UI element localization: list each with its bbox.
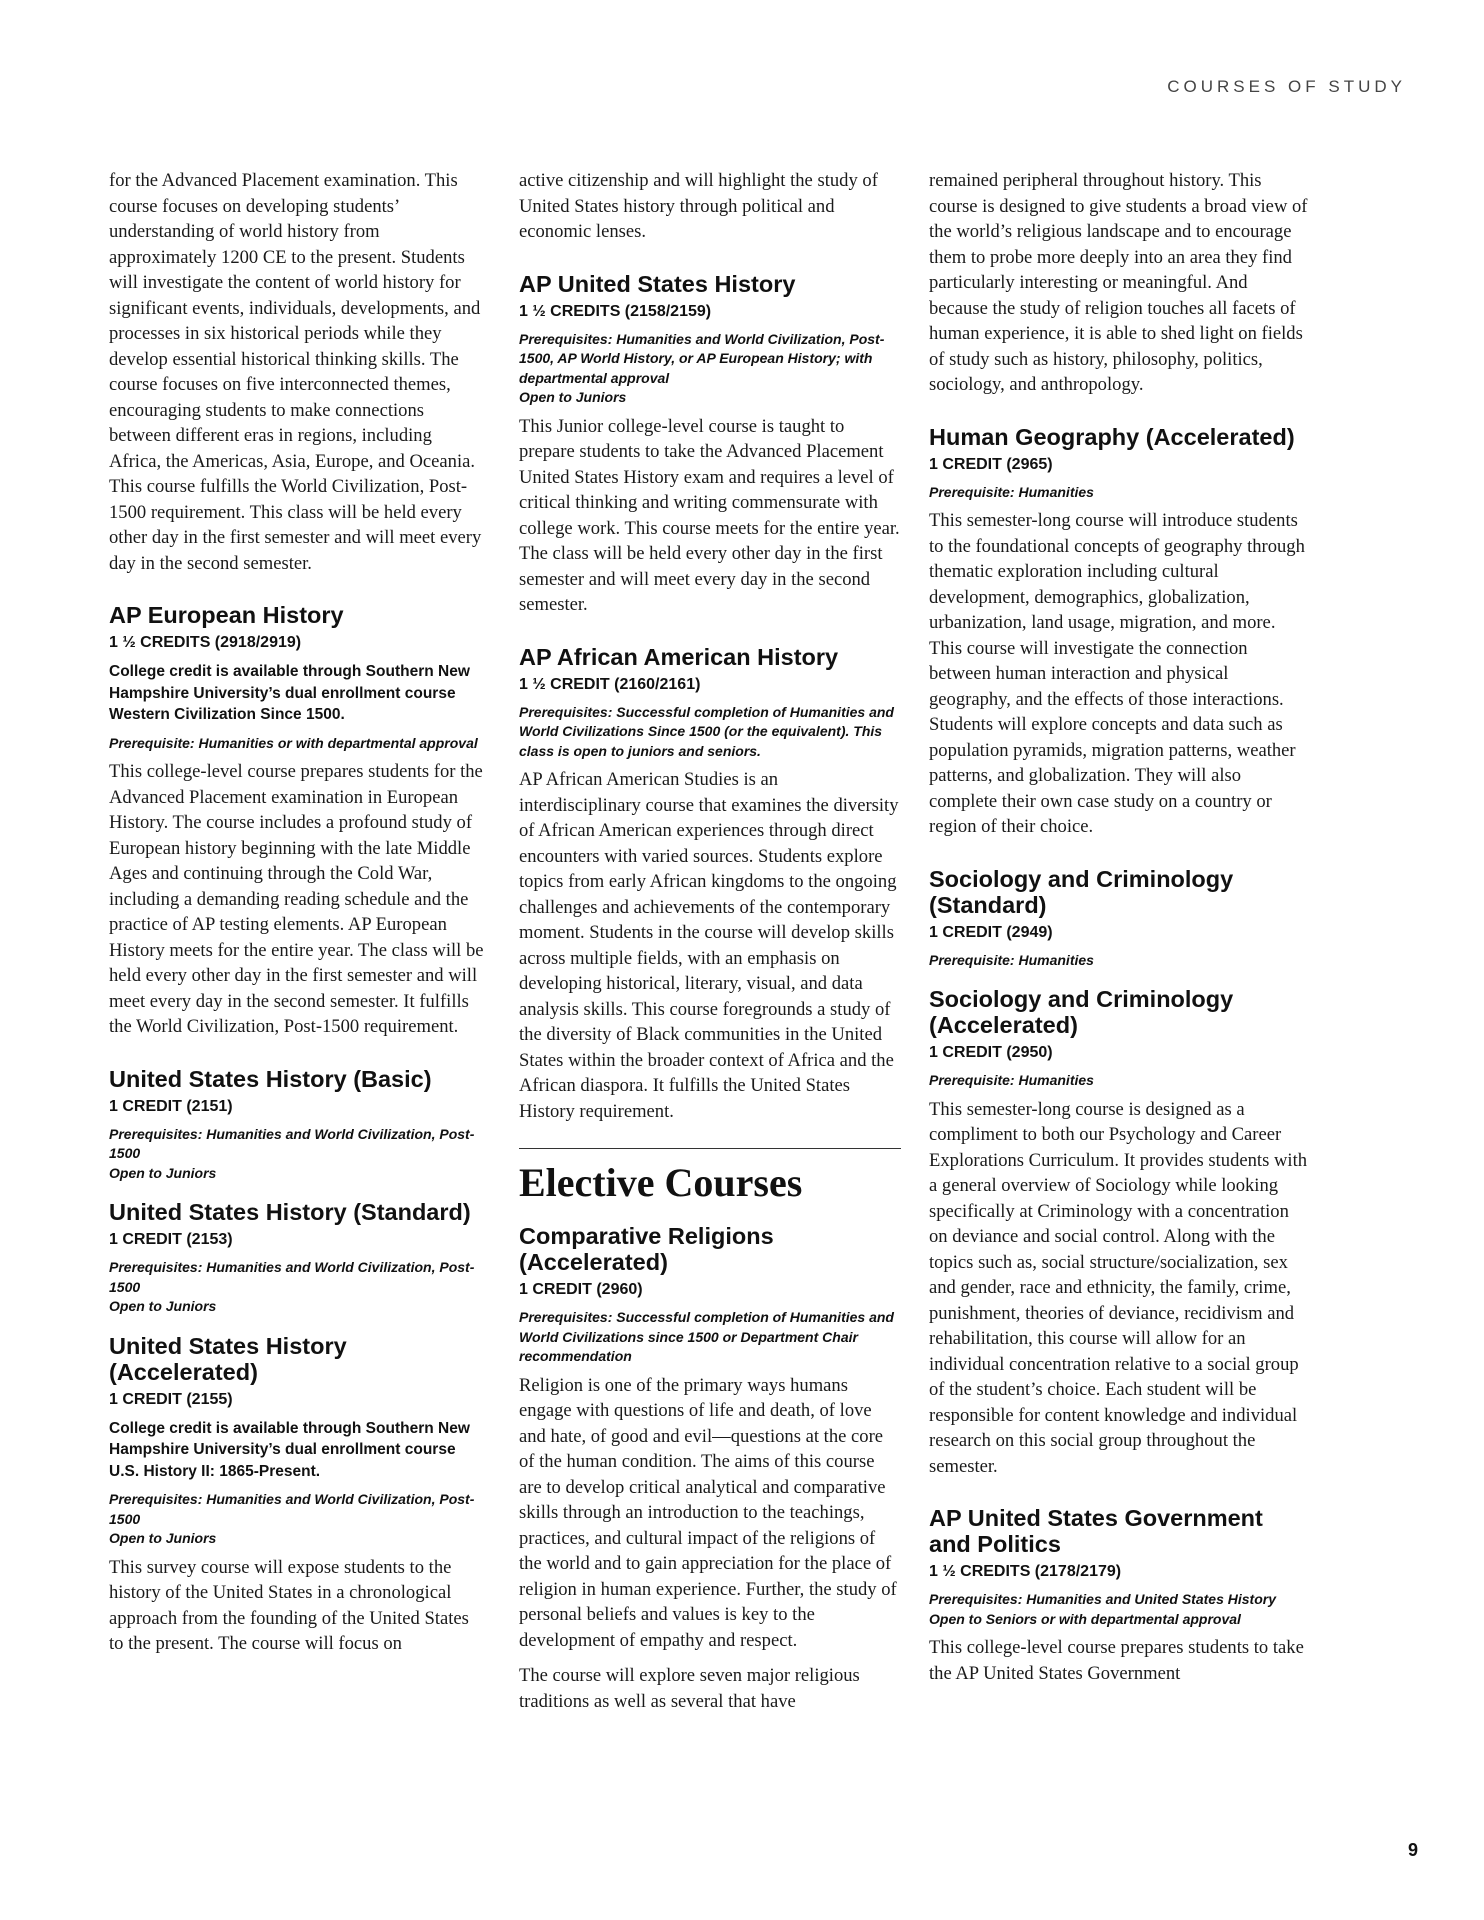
course-description: This semester-long course will introduce students to the foundational concepts of geography through thematic exploration including cultural development, demographics, globalization, urbanization, land usage, migration, and more. This course will investigate the connection between human interaction and physical geography, and the effects of those interactions. Students will explore concepts and data such as population pyramids, migration patterns, weather patterns, and globalization. They will also complete their own case study on a country or region of their choice. — [929, 510, 1305, 837]
course-prerequisite: Prerequisites: Humanities and World Civilization, Post-1500 — [109, 1125, 475, 1161]
course-credits: 1 CREDIT (2965) — [929, 455, 1053, 473]
course-title: United States History (Basic) — [109, 1065, 432, 1092]
course-ap-african-american-history — [519, 644, 901, 1125]
course-description: This semester-long course is designed as a compliment to both our Psychology and Career Explorations Curriculum. It provides students with a general overview of Sociology while looking specifically at Criminology with a concentration on deviance and social control. Along with the topics such as, social structure/socialization, sex and gender, race and ethnicity, the family, crime, punishment, theories of deviance, recidivism and rehabilitation, this course will allow for an individual concentration relative to a social group of the student’s choice. Each student will be responsible for content knowledge and individual research on this social group throughout the semester. — [929, 1098, 1308, 1477]
course-title: Sociology and Criminology (Accelerated) — [929, 986, 1234, 1038]
course-title: United States History (Standard) — [109, 1199, 471, 1225]
course-credits: 1 ½ CREDITS (2178/2179) — [929, 1563, 1122, 1580]
course-prerequisite: Prerequisite: Humanities — [929, 483, 1094, 500]
course-prerequisite: Prerequisites: Humanities and World Civilization, Post-1500 — [109, 1491, 475, 1527]
column-2 — [519, 168, 901, 1724]
course-description: Religion is one of the primary ways humans engage with questions of life and death, of love and hate, of good and evil—questions at the core of the human condition. The aims of this course are to develop critical analytical and comparative skills through an introduction to the teachings, practices, and cultural impact of the religions of the world and to gain appreciation for the place of religion in human experience. Further, the study of personal beliefs and values is key to the development of empathy and respect. — [519, 1374, 897, 1651]
course-eligibility: Open to Juniors — [519, 389, 627, 405]
course-eligibility: Open to Seniors or with departmental approval — [929, 1610, 1241, 1627]
continued-paragraph: remained peripheral throughout history. This course is designed to give students a broad view of the world’s religious landscape and to encourage them to probe more deeply into an area they find particularly interesting or meaningful. And because the study of religion touches all facets of human experience, it is able to shed light on fields of study such as history, philosophy, politics, sociology, and anthropology. — [929, 170, 1308, 395]
course-credits: 1 ½ CREDIT (2160/2161) — [519, 675, 701, 693]
course-credits: 1 CREDIT (2151) — [109, 1097, 233, 1115]
college-credit-note: College credit is available through Southern New Hampshire University’s dual enrollment course U.S. History II: 1865-Present. — [109, 1419, 470, 1480]
course-title: AP United States Government and Politics — [929, 1505, 1263, 1557]
running-head: COURSES OF STUDY — [1167, 77, 1406, 96]
course-title: Sociology and Criminology (Standard) — [929, 865, 1234, 918]
course-credits: 1 CREDIT (2155) — [109, 1390, 233, 1408]
course-title: AP African American History — [519, 643, 839, 670]
course-title: United States History (Accelerated) — [109, 1332, 347, 1385]
course-credits: 1 CREDIT (2950) — [929, 1044, 1053, 1061]
page-number: 9 — [1408, 1840, 1419, 1860]
course-title: Human Geography (Accelerated) — [929, 423, 1295, 450]
course-comparative-religions — [519, 1223, 901, 1714]
college-credit-note: College credit is available through Southern New Hampshire University’s dual enrollment course Western Civilization Since 1500. — [109, 663, 470, 723]
course-human-geography — [929, 424, 1311, 840]
course-prerequisite: Prerequisite: Humanities — [929, 951, 1094, 968]
course-sociology-accelerated — [929, 986, 1311, 1479]
course-prerequisite: Prerequisite: Humanities or with departmental approval — [109, 734, 478, 751]
course-credits: 1 CREDIT (2949) — [929, 923, 1053, 941]
course-credits: 1 ½ CREDITS (2158/2159) — [519, 302, 712, 320]
course-sociology-standard — [929, 866, 1311, 971]
column-3 — [929, 168, 1311, 1696]
section-divider — [519, 1148, 901, 1149]
course-us-history-standard — [109, 1199, 487, 1317]
course-prerequisite: Prerequisites: Successful completion of Humanities and World Civilizations Since 1500 (or the equivalent). This class is open to juniors and seniors. — [519, 703, 894, 759]
continued-paragraph: for the Advanced Placement examination. This course focuses on developing students’ understanding of world history from approximately 1200 CE to the present. Students will investigate the content of world history for significant events, individuals, developments, and processes in six historical periods while they develop essential historical thinking skills. The course focuses on five interconnected themes, encouraging students to make connections between different eras in regions, including Africa, the Americas, Asia, Europe, and Oceania. This course fulfills the World Civilization, Post-1500 requirement. This class will be held every other day in the first semester and will meet every day in the second semester. — [109, 170, 482, 574]
course-prerequisite: Prerequisites: Successful completion of Humanities and World Civilizations since 1500 or Department Chair recommendation — [519, 1309, 894, 1364]
continued-paragraph: active citizenship and will highlight the study of United States history through political and economic lenses. — [519, 170, 878, 242]
course-credits: 1 ½ CREDITS (2918/2919) — [109, 634, 302, 651]
course-description: AP African American Studies is an interdisciplinary course that examines the diversity of African American experiences through direct encounters with varied sources. Students explore topics from early African kingdoms to the ongoing challenges and achievements of the contemporary moment. Students in the course will develop skills across multiple fields, with an emphasis on developing historical, literary, visual, and data analysis skills. This course foregrounds a study of the diversity of Black communities in the United States within the broader context of Africa and the African diaspora. It fulfills the United States History requirement. — [519, 769, 899, 1122]
course-us-history-basic — [109, 1066, 487, 1184]
course-prerequisite: Prerequisites: Humanities and World Civilization, Post-1500, AP World History, or AP European History; with departmental approval — [519, 330, 885, 386]
course-description: This survey course will expose students to the history of the United States in a chronological approach from the founding of the United States to the present. The course will focus on — [109, 1556, 469, 1654]
course-eligibility: Open to Juniors — [109, 1530, 217, 1546]
course-us-history-accelerated — [109, 1333, 487, 1657]
section-title: Elective Courses — [519, 1160, 803, 1205]
course-title: AP European History — [109, 602, 344, 628]
course-title: AP United States History — [519, 270, 796, 297]
course-prerequisite: Prerequisites: Humanities and World Civilization, Post-1500 — [109, 1259, 475, 1295]
course-credits: 1 CREDIT (2960) — [519, 1281, 643, 1298]
course-title: Comparative Religions (Accelerated) — [519, 1223, 774, 1275]
course-ap-us-government — [929, 1505, 1311, 1686]
course-ap-us-history — [519, 271, 901, 618]
course-description: This college-level course prepares students for the Advanced Placement examination in European History. The course includes a profound study of European history beginning with the late Middle Ages and continuing through the Cold War, including a demanding reading schedule and the practice of AP testing elements. AP European History meets for the entire year. The class will be held every other day in the first semester and will meet every day in the second semester. It fulfills the World Civilization, Post-1500 requirement. — [109, 761, 484, 1037]
course-description-continued: The course will explore seven major religious traditions as well as several that have — [519, 1665, 860, 1712]
course-eligibility: Open to Juniors — [109, 1164, 217, 1181]
course-prerequisite: Prerequisites: Humanities and United States History — [929, 1591, 1276, 1607]
course-description: This Junior college-level course is taught to prepare students to take the Advanced Placement United States History exam and requires a level of critical thinking and writing commensurate with college work. This course meets for the entire year. The class will be held every other day in the first semester and will meet every day in the second semester. — [519, 415, 900, 615]
course-ap-european-history — [109, 602, 487, 1040]
course-credits: 1 CREDIT (2153) — [109, 1231, 233, 1248]
course-prerequisite: Prerequisite: Humanities — [929, 1072, 1094, 1088]
column-1 — [109, 168, 487, 1667]
course-eligibility: Open to Juniors — [109, 1298, 217, 1314]
course-description: This college-level course prepares students to take the AP United States Government — [929, 1637, 1304, 1684]
